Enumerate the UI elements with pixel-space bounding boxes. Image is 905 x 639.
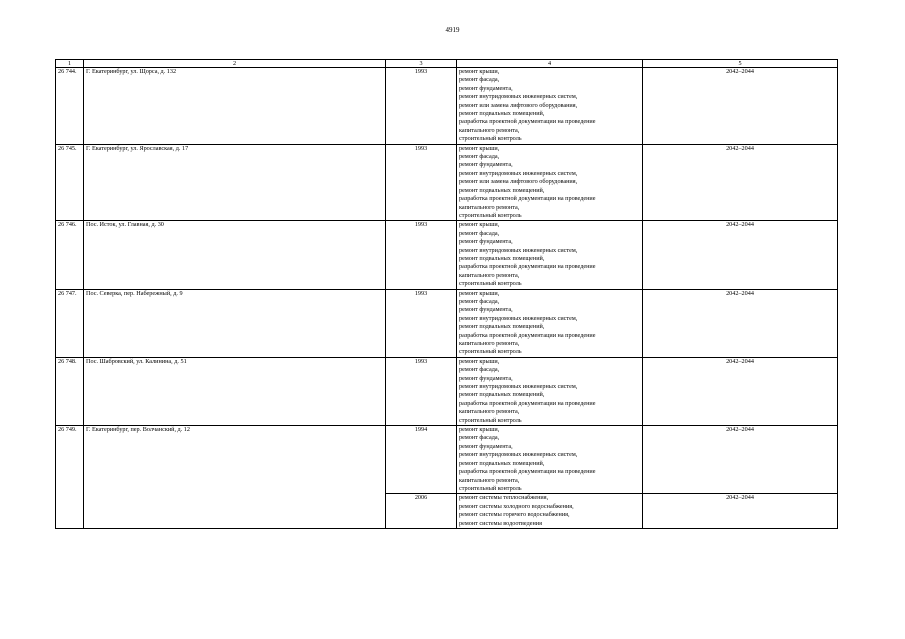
table-row <box>56 426 838 494</box>
table-row <box>56 144 838 221</box>
work-item: строительный контроль <box>459 211 522 219</box>
row-number: 26 748. <box>56 357 84 425</box>
repair-period: 2042–2044 <box>643 289 838 357</box>
work-item: ремонт подвальных помещений, <box>459 254 545 262</box>
table-row <box>56 68 838 145</box>
work-item: ремонт подвальных помещений, <box>459 186 545 194</box>
commission-year: 1993 <box>386 68 457 145</box>
work-item: ремонт фундамента, <box>459 161 513 169</box>
work-item: ремонт крыши, <box>459 357 500 365</box>
commission-year: 1994 <box>386 426 457 494</box>
column-number: 1 <box>56 60 84 68</box>
work-item: ремонт фундамента, <box>459 442 513 450</box>
column-number: 3 <box>386 60 457 68</box>
work-item: ремонт внутридомовых инженерных систем, <box>459 314 578 322</box>
work-item: ремонт системы теплоснабжения, <box>459 494 549 502</box>
row-number: 26 744. <box>56 68 84 145</box>
address: Пос. Северка, пер. Набережный, д. 9 <box>84 289 386 357</box>
works-cell <box>457 289 643 357</box>
commission-year: 1993 <box>386 289 457 357</box>
work-item: ремонт фундамента, <box>459 306 513 314</box>
work-item: ремонт внутридомовых инженерных систем, <box>459 169 578 177</box>
work-item: капитального ремонта, <box>459 408 520 416</box>
capital-repair-table <box>55 59 838 529</box>
work-item: разработка проектной документации на проведение <box>459 118 596 126</box>
address: Пос. Шабровский, ул. Калинина, д. 51 <box>84 357 386 425</box>
work-item: ремонт или замена лифтового оборудования, <box>459 101 578 109</box>
work-item: разработка проектной документации на проведение <box>459 263 596 271</box>
repair-period: 2042–2044 <box>643 68 838 145</box>
work-item: ремонт фасада, <box>459 366 500 374</box>
work-item: ремонт фасада, <box>459 434 500 442</box>
work-item: строительный контроль <box>459 280 522 288</box>
table-row <box>56 289 838 357</box>
work-item: строительный контроль <box>459 348 522 356</box>
work-item: строительный контроль <box>459 416 522 424</box>
works-cell <box>457 357 643 425</box>
address: Г. Екатеринбург, пер. Волчанский, д. 12 <box>84 426 386 529</box>
address: Пос. Исток, ул. Главная, д. 30 <box>84 221 386 289</box>
work-item: ремонт системы холодного водоснабжения, <box>459 502 574 510</box>
work-item: ремонт фасада, <box>459 76 500 84</box>
row-number: 26 745. <box>56 144 84 221</box>
table-row <box>56 221 838 289</box>
work-item: ремонт внутридомовых инженерных систем, <box>459 451 578 459</box>
work-item: ремонт подвальных помещений, <box>459 391 545 399</box>
repair-period: 2042–2044 <box>643 426 838 494</box>
work-item: ремонт крыши, <box>459 221 500 229</box>
work-item: ремонт системы водоотведения <box>459 519 542 527</box>
work-item: ремонт системы горячего водоснабжения, <box>459 511 570 519</box>
work-item: ремонт фасада, <box>459 229 500 237</box>
work-item: строительный контроль <box>459 484 522 492</box>
work-item: капитального ремонта, <box>459 203 520 211</box>
work-item: ремонт внутридомовых инженерных систем, <box>459 246 578 254</box>
commission-year: 1993 <box>386 221 457 289</box>
work-item: разработка проектной документации на проведение <box>459 331 596 339</box>
work-item: строительный контроль <box>459 135 522 143</box>
work-item: капитального ремонта, <box>459 126 520 134</box>
work-item: ремонт крыши, <box>459 426 500 434</box>
work-item: ремонт фундамента, <box>459 238 513 246</box>
commission-year: 1993 <box>386 144 457 221</box>
repair-period: 2042–2044 <box>643 357 838 425</box>
commission-year: 2006 <box>386 494 457 529</box>
work-item: ремонт подвальных помещений, <box>459 323 545 331</box>
address: Г. Екатеринбург, ул. Ярославская, д. 17 <box>84 144 386 221</box>
work-item: ремонт или замена лифтового оборудования, <box>459 178 578 186</box>
row-number: 26 747. <box>56 289 84 357</box>
works-cell <box>457 221 643 289</box>
repair-period: 2042–2044 <box>643 494 838 529</box>
works-cell <box>457 144 643 221</box>
column-number-row <box>56 60 838 68</box>
works-cell <box>457 68 643 145</box>
page-number: 4919 <box>445 26 460 34</box>
work-item: ремонт фундамента, <box>459 374 513 382</box>
work-item: разработка проектной документации на проведение <box>459 195 596 203</box>
work-item: капитального ремонта, <box>459 340 520 347</box>
column-number: 5 <box>643 60 838 68</box>
works-cell <box>457 426 643 494</box>
work-item: ремонт крыши, <box>459 144 500 152</box>
work-item: ремонт внутридомовых инженерных систем, <box>459 383 578 391</box>
address: Г. Екатеринбург, ул. Щорса, д. 132 <box>84 68 386 145</box>
work-item: ремонт крыши, <box>459 68 500 75</box>
commission-year: 1993 <box>386 357 457 425</box>
work-item: ремонт подвальных помещений, <box>459 459 545 467</box>
work-item: ремонт фасада, <box>459 153 500 161</box>
column-number: 2 <box>84 60 386 68</box>
work-item: ремонт подвальных помещений, <box>459 110 545 118</box>
work-item: ремонт внутридомовых инженерных систем, <box>459 93 578 101</box>
work-item: капитального ремонта, <box>459 476 520 484</box>
work-item: ремонт крыши, <box>459 289 500 297</box>
works-cell <box>457 494 643 529</box>
work-item: ремонт фундамента, <box>459 84 513 92</box>
work-item: разработка проектной документации на проведение <box>459 468 596 476</box>
row-number: 26 746. <box>56 221 84 289</box>
work-item: ремонт фасада, <box>459 297 500 305</box>
column-number: 4 <box>457 60 643 68</box>
row-number: 26 749. <box>56 426 84 529</box>
work-item: капитального ремонта, <box>459 271 520 279</box>
repair-period: 2042–2044 <box>643 221 838 289</box>
repair-period: 2042–2044 <box>643 144 838 221</box>
table-row <box>56 357 838 425</box>
work-item: разработка проектной документации на проведение <box>459 399 596 407</box>
